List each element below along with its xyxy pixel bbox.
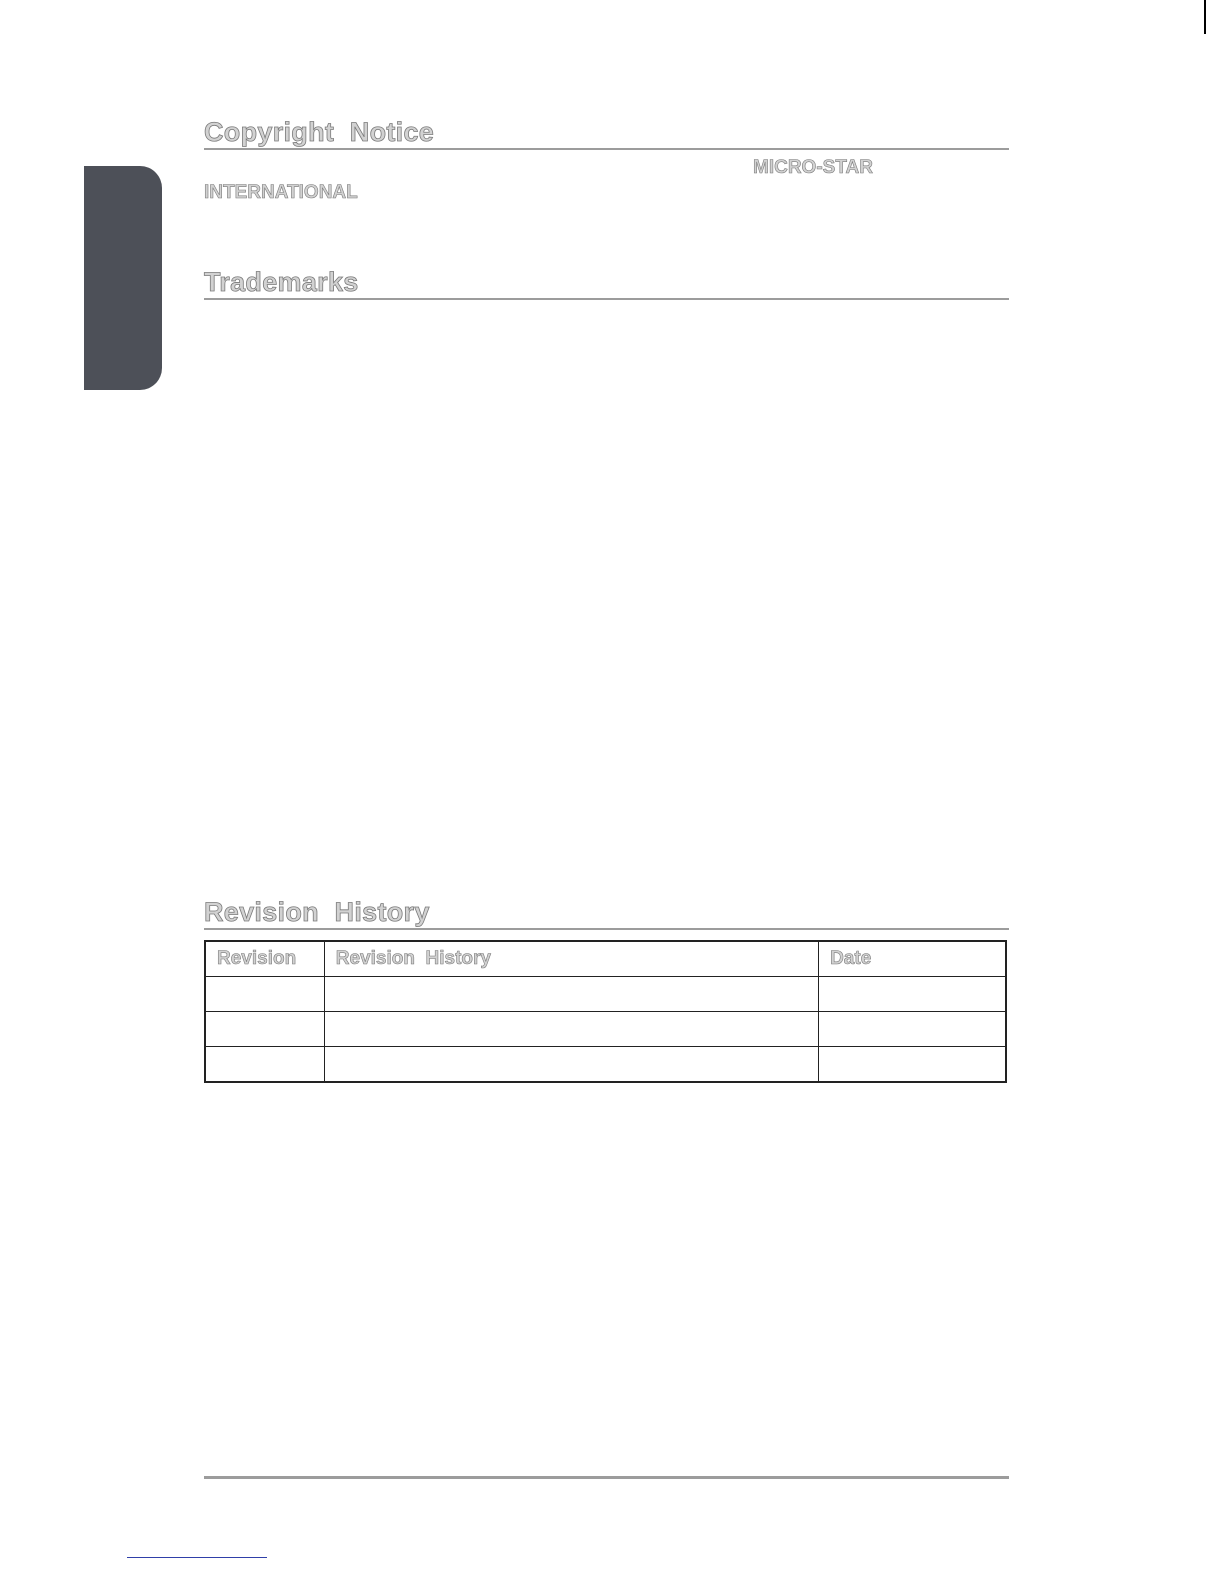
table-row — [205, 1012, 1006, 1047]
table-row — [205, 977, 1006, 1012]
column-header-revision-history: Revision History — [324, 941, 818, 977]
company-name-part1: MICRO-STAR — [753, 157, 873, 178]
crop-mark — [1204, 0, 1206, 34]
page-bottom-line — [127, 1557, 267, 1558]
table-cell — [819, 1047, 1006, 1083]
table-header-row — [205, 941, 1006, 977]
column-header-date: Date — [819, 941, 1006, 977]
table-cell — [205, 977, 324, 1012]
trademarks-heading: Trademarks — [204, 267, 1009, 300]
table-cell — [205, 1012, 324, 1047]
table-cell — [819, 1012, 1006, 1047]
copyright-heading: Copyright Notice — [204, 117, 1009, 150]
chapter-side-tab — [84, 166, 162, 390]
footer-rule — [204, 1476, 1009, 1479]
revision-history-heading: Revision History — [204, 897, 1009, 930]
table-cell — [324, 977, 818, 1012]
revision-history-table — [204, 940, 1007, 1083]
company-name-part2: INTERNATIONAL — [204, 182, 358, 203]
table-cell — [324, 1012, 818, 1047]
table-cell — [205, 1047, 324, 1083]
table-cell — [819, 977, 1006, 1012]
table-row — [205, 1047, 1006, 1083]
table-cell — [324, 1047, 818, 1083]
column-header-revision: Revision — [205, 941, 324, 977]
